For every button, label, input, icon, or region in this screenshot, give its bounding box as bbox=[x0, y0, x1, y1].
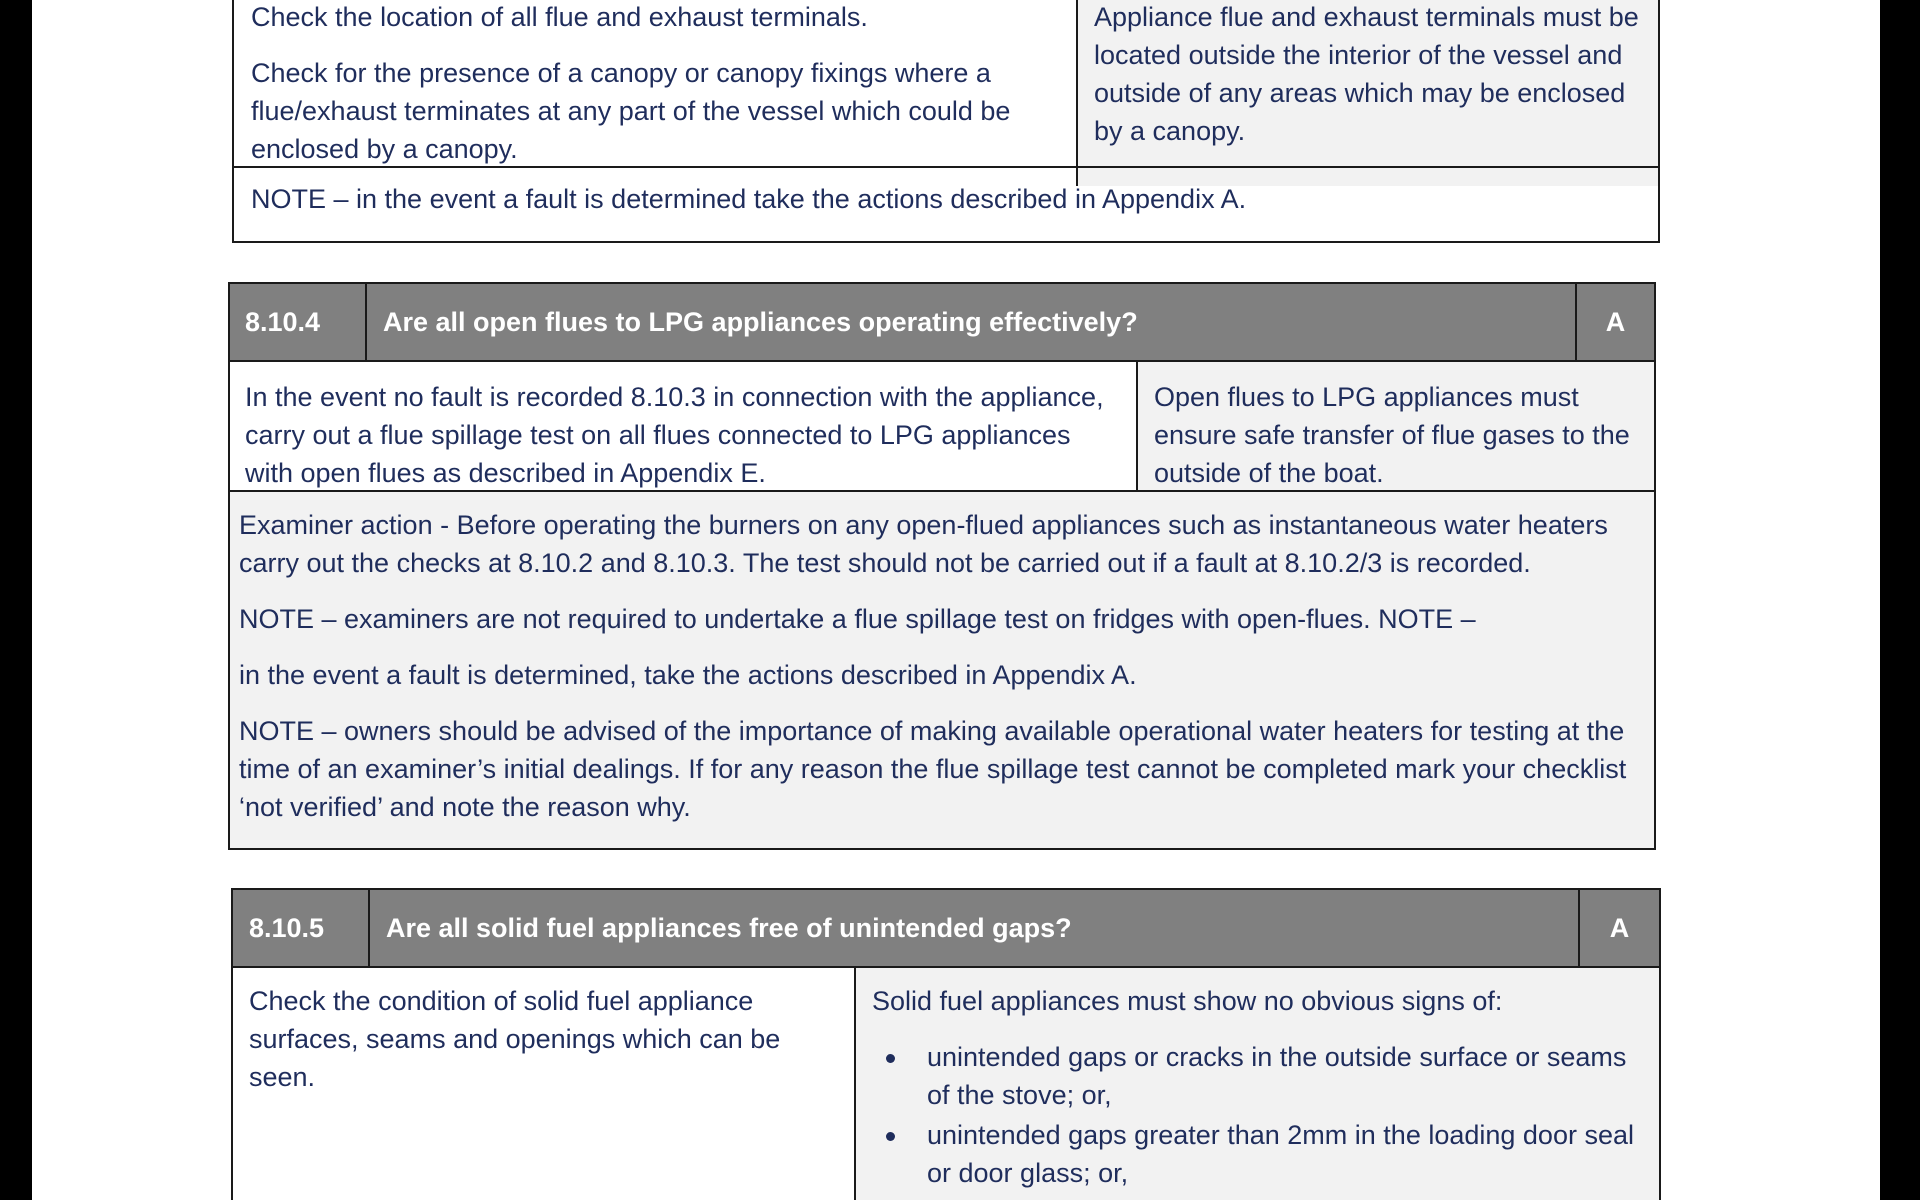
category-badge: A bbox=[1575, 284, 1654, 360]
note-row bbox=[234, 166, 1658, 241]
notes-row bbox=[230, 490, 1654, 848]
requirement-cell bbox=[854, 968, 1659, 1200]
check-text: In the event no fault is recorded 8.10.3 in connection with the appliance, carry out a flue spillage test on all flues connected to LPG appliances with open flues as described in Appendix E. bbox=[245, 382, 1104, 488]
requirement-cell bbox=[1076, 0, 1658, 186]
checklist-table-8-10-5 bbox=[231, 888, 1661, 1200]
document-page bbox=[32, 0, 1880, 1200]
section-title: Are all open flues to LPG appliances operating effectively? bbox=[365, 284, 1575, 360]
check-paragraph: Check for the presence of a canopy or canopy fixings where a flue/exhaust terminates at any part of the vessel which could be enclosed by a canopy. bbox=[251, 58, 1011, 164]
section-number: 8.10.5 bbox=[249, 912, 325, 943]
section-title: Are all solid fuel appliances free of unintended gaps? bbox=[368, 890, 1578, 966]
check-cell bbox=[234, 0, 1076, 186]
check-cell bbox=[230, 362, 1136, 490]
requirement-intro: Solid fuel appliances must show no obvious signs of: bbox=[872, 986, 1503, 1016]
requirement-bullet-list bbox=[872, 1038, 1643, 1192]
note-cell bbox=[234, 168, 1658, 241]
check-requirement-row bbox=[230, 360, 1654, 490]
note-text: NOTE – in the event a fault is determined take the actions described in Appendix A. bbox=[251, 184, 1247, 214]
category-badge: A bbox=[1578, 890, 1659, 966]
check-text: Check the condition of solid fuel appliance surfaces, seams and openings which can be seen. bbox=[249, 986, 781, 1092]
section-number: 8.10.4 bbox=[245, 306, 321, 337]
check-requirement-row bbox=[234, 0, 1658, 186]
note-text: NOTE – examiners are not required to undertake a flue spillage test on fridges with open-flues. NOTE – bbox=[239, 604, 1476, 634]
check-requirement-row bbox=[233, 966, 1659, 1200]
bullet-text: unintended gaps or cracks in the outside surface or seams of the stove; or, bbox=[927, 1042, 1627, 1110]
section-header bbox=[230, 284, 1654, 360]
bullet-item bbox=[872, 1116, 1643, 1192]
note-text: NOTE – owners should be advised of the importance of making available operational water heaters for testing at the time of an examiner’s initial dealings. If for any reason the flue spillage test cannot be completed mark your checklist ‘not verified’ and note the reason why. bbox=[239, 716, 1627, 822]
requirement-text: Appliance flue and exhaust terminals must be located outside the interior of the vessel and outside of any areas which may be enclosed by a canopy. bbox=[1094, 2, 1639, 146]
bullet-text: unintended gaps greater than 2mm in the loading door seal or door glass; or, bbox=[927, 1120, 1634, 1188]
checklist-table-prev bbox=[232, 0, 1660, 243]
section-header bbox=[233, 890, 1659, 966]
bullet-icon bbox=[886, 1132, 895, 1141]
check-paragraph: Check the location of all flue and exhaust terminals. bbox=[251, 2, 868, 32]
requirement-cell bbox=[1136, 362, 1654, 490]
requirement-text: Open flues to LPG appliances must ensure safe transfer of flue gases to the outside of the boat. bbox=[1154, 382, 1630, 488]
notes-cell bbox=[230, 492, 1654, 848]
examiner-action-note: Examiner action - Before operating the burners on any open-flued appliances such as instantaneous water heaters carry out the checks at 8.10.2 and 8.10.3. The test should not be carried out if a fault at 8.10.2/3 is recorded. bbox=[239, 510, 1608, 578]
bullet-icon bbox=[886, 1054, 895, 1063]
check-cell bbox=[233, 968, 854, 1200]
bullet-item bbox=[872, 1038, 1643, 1114]
checklist-table-8-10-4 bbox=[228, 282, 1656, 850]
note-text: in the event a fault is determined, take the actions described in Appendix A. bbox=[239, 660, 1137, 690]
